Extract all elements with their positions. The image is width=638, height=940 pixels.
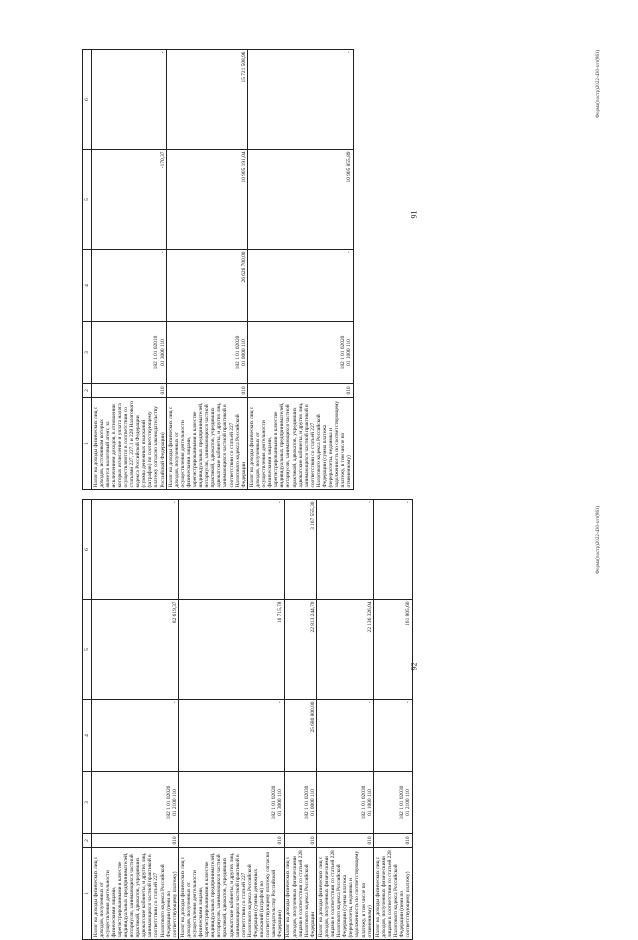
- row-description: Налог на доходы физических лиц с доходов, полученных от осуществления деятельности физическими лицами, зарегистрированными в качестве индивидуальных предпринимателей, нотариусов, занимающихся частной практикой, адвокатов, учредивших адвокатские кабинеты, и других лиц, занимающихся частной практикой в соответствии со статьей 227 Налогового кодекса Российской Федерации: [167, 398, 248, 490]
- table-row: [374, 500, 413, 940]
- row-description: Налог на доходы физических лиц с доходов, полученных физическими лицами в соответствии со статьей 228 Налогового кодекса Российской Федерации: [284, 848, 316, 940]
- column-number-row: [83, 50, 92, 490]
- row-budget-code: 182 1 01 02030 01 2100 110: [374, 772, 413, 834]
- row-budget-code: 182 1 01 02030 01 0000 110: [284, 772, 316, 834]
- table-row: [167, 50, 248, 490]
- row-line-code: 010: [179, 834, 285, 848]
- row-description: Налог на доходы физических лиц с доходов, источником которых является налоговый агент, за исключением доходов, в отношении которых исчисление и уплата налога осуществляются в соответствии со статьями 227, 227.1 и 228 Налогового кодекса Российской Федерации (суммы денежных взысканий (штрафов) по соответствующему платежу согласно законодательству Российской Федерации): [92, 398, 167, 490]
- row-budget-code: 182 1 01 02030 01 1000 110: [317, 772, 374, 834]
- row-line-code: 010: [167, 384, 248, 398]
- row-line-code: 010: [284, 834, 316, 848]
- row-unexecuted-amount: -: [92, 500, 179, 600]
- row-unexecuted-amount: -: [374, 500, 413, 600]
- row-description: Налог на доходы физических лиц с доходов, полученных от осуществления деятельности физическими лицами, зарегистрированными в качестве индивидуальных предпринимателей, нотариусов, занимающихся частной практикой, адвокатов, учредивших адвокатские кабинеты, и других лиц, занимающихся частной практикой в соответствии со статьей 227 Налогового кодекса Российской Федерации (пени по соответствующему платежу): [92, 848, 179, 940]
- column-header: 6: [83, 500, 92, 600]
- rotated-table-container: [82, 500, 412, 940]
- row-budget-code: 182 1 01 02020 01 2100 110: [92, 772, 179, 834]
- row-unexecuted-amount: 15 721 508,96: [167, 50, 248, 150]
- table-row: [284, 500, 316, 940]
- column-number-row: [83, 500, 92, 940]
- row-unexecuted-amount: -: [248, 50, 354, 150]
- row-executed-amount: -170,37: [92, 150, 167, 250]
- row-line-code: 010: [374, 834, 413, 848]
- row-line-code: 010: [92, 834, 179, 848]
- row-description: Налог на доходы физических лиц с доходов, полученных физическими лицами в соответствии со статьей 228 Налогового кодекса Российской Федерации (пени по соответствующему платежу): [374, 848, 413, 940]
- page-footer: Форма(постр)2022-430-хтт(861): [596, 505, 601, 574]
- row-executed-amount: 10 905 191,04: [167, 150, 248, 250]
- column-header: 1: [83, 848, 92, 940]
- rotated-table-container: [82, 50, 382, 490]
- column-header: 5: [83, 600, 92, 700]
- page-number: 92: [409, 662, 419, 671]
- column-header: 6: [83, 50, 92, 150]
- table-row: [317, 500, 374, 940]
- document-page-92: [0, 452, 638, 938]
- row-approved-amount: -: [179, 700, 285, 772]
- row-budget-code: 182 1 01 02010 01 3000 110: [92, 322, 167, 384]
- revenue-table: [82, 499, 413, 940]
- row-unexecuted-amount: -: [317, 500, 374, 600]
- row-approved-amount: -: [248, 250, 354, 322]
- row-executed-amount: 22 813 244,70: [284, 600, 316, 700]
- row-budget-code: 182 1 01 02020 01 3000 110: [179, 772, 285, 834]
- table-row: [92, 500, 179, 940]
- row-executed-amount: 161 805,60: [374, 600, 413, 700]
- column-header: 4: [83, 700, 92, 772]
- revenue-table: [82, 49, 354, 490]
- row-budget-code: 182 1 01 02020 01 1000 110: [248, 322, 354, 384]
- table-row: [248, 50, 354, 490]
- table-row: [92, 50, 167, 490]
- row-approved-amount: 25 680 800,00: [284, 700, 316, 772]
- row-description: Налог на доходы физических лиц с доходов, полученных от осуществления деятельности физическими лицами, зарегистрированными в качестве индивидуальных предпринимателей, нотариусов, занимающихся частной практикой, адвокатов, учредивших адвокатские кабинеты, и других лиц, занимающихся частной практикой в соответствии со статьей 227 Налогового кодекса Российской Федерации (суммы денежных взысканий (штрафов) по соответствующему платежу согласно законодательству Российской Федерации): [179, 848, 285, 940]
- row-line-code: 010: [317, 834, 374, 848]
- row-description: Налог на доходы физических лиц с доходов, полученных физическими лицами в соответствии со статьей 228 Налогового кодекса Российской Федерации (сумма платежа (перерасчеты, недоимка и задолженность по соответствующему платежу, в том числе по отмененному): [317, 848, 374, 940]
- row-approved-amount: -: [317, 700, 374, 772]
- row-unexecuted-amount: -: [92, 50, 167, 150]
- row-description: Налог на доходы физических лиц с доходов, полученных от осуществления деятельности физическими лицами, зарегистрированными в качестве индивидуальных предпринимателей, нотариусов, занимающихся частной практикой, адвокатов, учредивших адвокатские кабинеты, и других лиц, занимающихся частной практикой в соответствии со статьей 227 Налогового кодекса Российской Федерации (сумма платежа (перерасчеты, недоимка и задолженность по соответствующему платежу, в том числе по отмененному): [248, 398, 354, 490]
- column-header: 2: [83, 834, 92, 848]
- column-header: 2: [83, 384, 92, 398]
- row-executed-amount: 22 136 326,04: [317, 600, 374, 700]
- row-executed-amount: 82 619,37: [92, 600, 179, 700]
- column-header: 1: [83, 398, 92, 490]
- row-approved-amount: -: [374, 700, 413, 772]
- row-approved-amount: 26 626 700,00: [167, 250, 248, 322]
- row-approved-amount: -: [92, 700, 179, 772]
- row-line-code: 010: [92, 384, 167, 398]
- row-executed-amount: 16 715,78: [179, 600, 285, 700]
- row-budget-code: 182 1 01 02020 01 0000 110: [167, 322, 248, 384]
- page-number: 91: [409, 210, 419, 219]
- page-footer: Форма(постр)2022-430-хтт(861): [596, 49, 601, 118]
- column-header: 4: [83, 250, 92, 322]
- column-header: 3: [83, 322, 92, 384]
- column-header: 3: [83, 772, 92, 834]
- row-unexecuted-amount: 3 167 555,30: [284, 500, 316, 600]
- table-row: [179, 500, 285, 940]
- row-unexecuted-amount: -: [179, 500, 285, 600]
- row-approved-amount: -: [92, 250, 167, 322]
- column-header: 5: [83, 150, 92, 250]
- row-executed-amount: 10 905 855,89: [248, 150, 354, 250]
- row-line-code: 010: [248, 384, 354, 398]
